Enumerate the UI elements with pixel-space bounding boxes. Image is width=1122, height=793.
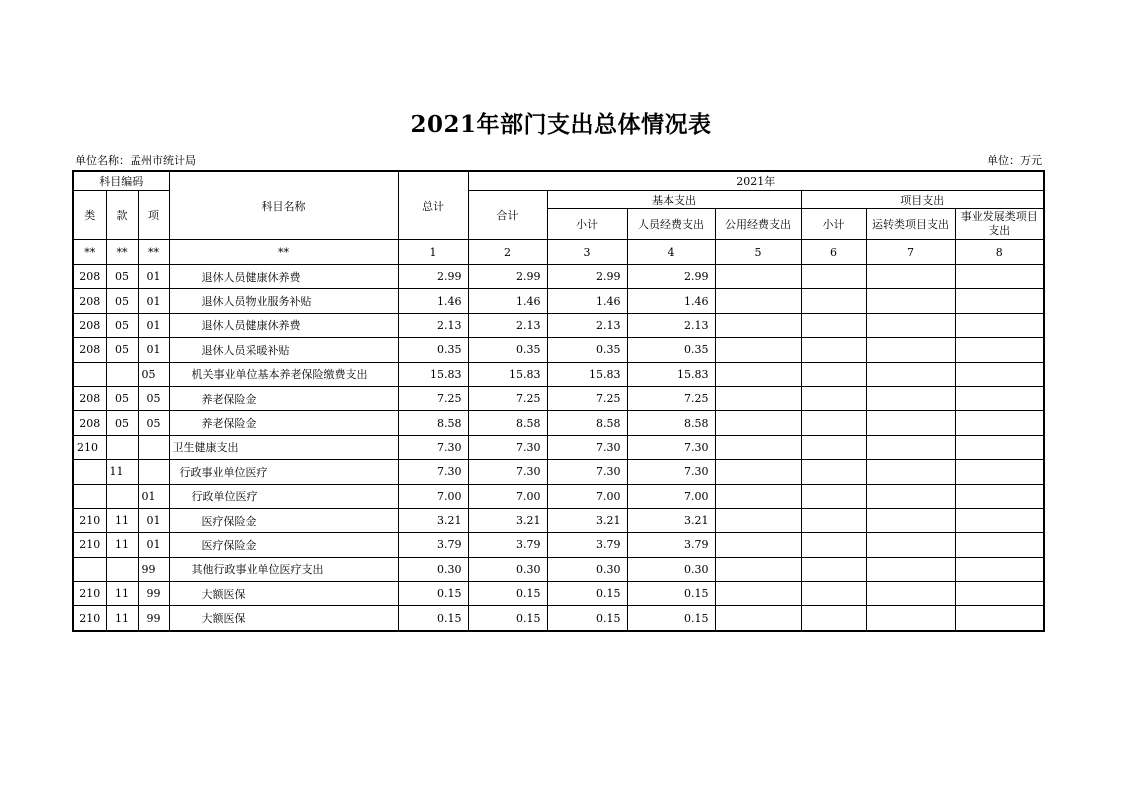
xiang-cell: 05: [138, 362, 169, 386]
development-cell: [955, 582, 1044, 606]
kuan-cell: 11: [106, 582, 138, 606]
public-cell: [715, 313, 801, 337]
operating-cell: [866, 557, 955, 581]
kuan-cell: [106, 557, 138, 581]
project-subtotal-cell: [801, 265, 866, 289]
sum-cell: 0.15: [468, 606, 547, 631]
lei-cell: 208: [73, 338, 106, 362]
index-cell: 3: [547, 240, 627, 265]
lei-cell: [73, 484, 106, 508]
header-xiang: 项: [138, 191, 169, 240]
unit-name-label: 单位名称：孟州市统计局: [75, 154, 196, 167]
personnel-cell: 3.79: [627, 533, 715, 557]
table-row: [73, 386, 1044, 410]
basic-subtotal-cell: 7.30: [547, 435, 627, 459]
index-cell: 4: [627, 240, 715, 265]
basic-subtotal-cell: 0.15: [547, 582, 627, 606]
operating-cell: [866, 533, 955, 557]
table-row: [73, 411, 1044, 435]
total-cell: 2.13: [398, 313, 468, 337]
project-subtotal-cell: [801, 435, 866, 459]
kuan-cell: 11: [106, 606, 138, 631]
xiang-cell: 05: [138, 411, 169, 435]
sum-cell: 2.99: [468, 265, 547, 289]
index-cell: **: [169, 240, 398, 265]
name-cell: 卫生健康支出: [169, 435, 398, 459]
basic-subtotal-cell: 7.30: [547, 460, 627, 484]
table-row: [73, 533, 1044, 557]
operating-cell: [866, 435, 955, 459]
development-cell: [955, 484, 1044, 508]
table-row: [73, 508, 1044, 532]
xiang-cell: 01: [138, 265, 169, 289]
project-subtotal-cell: [801, 338, 866, 362]
personnel-cell: 8.58: [627, 411, 715, 435]
table-row: [73, 484, 1044, 508]
name-cell: 行政事业单位医疗: [169, 460, 398, 484]
sum-cell: 0.30: [468, 557, 547, 581]
personnel-cell: 1.46: [627, 289, 715, 313]
personnel-cell: 3.21: [627, 508, 715, 532]
kuan-cell: 05: [106, 313, 138, 337]
header-year: 2021年: [468, 171, 1044, 191]
total-cell: 1.46: [398, 289, 468, 313]
sum-cell: 7.30: [468, 435, 547, 459]
name-cell: 大额医保: [169, 582, 398, 606]
personnel-cell: 2.99: [627, 265, 715, 289]
header-development: 事业发展类项目支出: [955, 209, 1044, 240]
lei-cell: [73, 557, 106, 581]
public-cell: [715, 460, 801, 484]
sum-cell: 0.15: [468, 582, 547, 606]
sum-cell: 7.00: [468, 484, 547, 508]
kuan-cell: 05: [106, 265, 138, 289]
personnel-cell: 0.30: [627, 557, 715, 581]
total-cell: 7.00: [398, 484, 468, 508]
sum-cell: 1.46: [468, 289, 547, 313]
basic-subtotal-cell: 1.46: [547, 289, 627, 313]
kuan-cell: 05: [106, 338, 138, 362]
index-cell: **: [73, 240, 106, 265]
name-cell: 退休人员物业服务补贴: [169, 289, 398, 313]
personnel-cell: 2.13: [627, 313, 715, 337]
project-subtotal-cell: [801, 484, 866, 508]
name-cell: 退休人员采暖补贴: [169, 338, 398, 362]
kuan-cell: [106, 435, 138, 459]
header-personnel: 人员经费支出: [627, 209, 715, 240]
public-cell: [715, 386, 801, 410]
operating-cell: [866, 362, 955, 386]
public-cell: [715, 582, 801, 606]
total-cell: 7.30: [398, 435, 468, 459]
table-row: [73, 606, 1044, 631]
lei-cell: 208: [73, 386, 106, 410]
kuan-cell: 05: [106, 411, 138, 435]
expenditure-table: [72, 170, 1045, 632]
total-cell: 0.35: [398, 338, 468, 362]
sum-cell: 8.58: [468, 411, 547, 435]
personnel-cell: 7.00: [627, 484, 715, 508]
table-row: [73, 362, 1044, 386]
header-lei: 类: [73, 191, 106, 240]
public-cell: [715, 484, 801, 508]
basic-subtotal-cell: 0.35: [547, 338, 627, 362]
development-cell: [955, 289, 1044, 313]
index-cell: 5: [715, 240, 801, 265]
project-subtotal-cell: [801, 289, 866, 313]
sum-cell: 0.35: [468, 338, 547, 362]
table-row: [73, 460, 1044, 484]
index-cell: 6: [801, 240, 866, 265]
development-cell: [955, 508, 1044, 532]
kuan-cell: 05: [106, 386, 138, 410]
basic-subtotal-cell: 3.79: [547, 533, 627, 557]
index-cell: 8: [955, 240, 1044, 265]
xiang-cell: 99: [138, 606, 169, 631]
header-code: 科目编码: [73, 171, 169, 191]
project-subtotal-cell: [801, 362, 866, 386]
table-row: [73, 338, 1044, 362]
lei-cell: 210: [73, 435, 106, 459]
public-cell: [715, 508, 801, 532]
total-cell: 7.30: [398, 460, 468, 484]
sum-cell: 2.13: [468, 313, 547, 337]
index-cell: 2: [468, 240, 547, 265]
xiang-cell: 01: [138, 508, 169, 532]
operating-cell: [866, 289, 955, 313]
project-subtotal-cell: [801, 460, 866, 484]
development-cell: [955, 533, 1044, 557]
table-row: [73, 289, 1044, 313]
total-cell: 3.21: [398, 508, 468, 532]
header-public: 公用经费支出: [715, 209, 801, 240]
development-cell: [955, 386, 1044, 410]
xiang-cell: [138, 435, 169, 459]
personnel-cell: 0.15: [627, 606, 715, 631]
sum-cell: 7.25: [468, 386, 547, 410]
name-cell: 行政单位医疗: [169, 484, 398, 508]
project-subtotal-cell: [801, 606, 866, 631]
development-cell: [955, 362, 1044, 386]
basic-subtotal-cell: 3.21: [547, 508, 627, 532]
lei-cell: 208: [73, 265, 106, 289]
header-total: 总计: [398, 171, 468, 240]
basic-subtotal-cell: 2.99: [547, 265, 627, 289]
project-subtotal-cell: [801, 557, 866, 581]
index-cell: 1: [398, 240, 468, 265]
basic-subtotal-cell: 2.13: [547, 313, 627, 337]
basic-subtotal-cell: 8.58: [547, 411, 627, 435]
total-cell: 0.15: [398, 606, 468, 631]
public-cell: [715, 533, 801, 557]
operating-cell: [866, 265, 955, 289]
development-cell: [955, 338, 1044, 362]
sum-cell: 3.21: [468, 508, 547, 532]
lei-cell: 208: [73, 289, 106, 313]
xiang-cell: 01: [138, 289, 169, 313]
project-subtotal-cell: [801, 313, 866, 337]
total-cell: 0.30: [398, 557, 468, 581]
xiang-cell: 05: [138, 386, 169, 410]
operating-cell: [866, 582, 955, 606]
public-cell: [715, 289, 801, 313]
name-cell: 养老保险金: [169, 411, 398, 435]
sum-cell: 15.83: [468, 362, 547, 386]
total-cell: 3.79: [398, 533, 468, 557]
personnel-cell: 7.30: [627, 460, 715, 484]
xiang-cell: 01: [138, 338, 169, 362]
operating-cell: [866, 313, 955, 337]
kuan-cell: 11: [106, 533, 138, 557]
sum-cell: 3.79: [468, 533, 547, 557]
development-cell: [955, 460, 1044, 484]
name-cell: 医疗保险金: [169, 533, 398, 557]
header-kuan: 款: [106, 191, 138, 240]
index-cell: **: [138, 240, 169, 265]
header-basic-subtotal: 小计: [547, 209, 627, 240]
table-row: [73, 265, 1044, 289]
lei-cell: [73, 362, 106, 386]
development-cell: [955, 265, 1044, 289]
public-cell: [715, 338, 801, 362]
operating-cell: [866, 338, 955, 362]
header-name: 科目名称: [169, 171, 398, 240]
name-cell: 机关事业单位基本养老保险缴费支出: [169, 362, 398, 386]
public-cell: [715, 606, 801, 631]
page-title: 2021年部门支出总体情况表: [410, 111, 712, 138]
lei-cell: [73, 460, 106, 484]
index-cell: 7: [866, 240, 955, 265]
header-sum: 合计: [468, 191, 547, 240]
personnel-cell: 7.30: [627, 435, 715, 459]
table-row: [73, 582, 1044, 606]
public-cell: [715, 411, 801, 435]
lei-cell: 210: [73, 508, 106, 532]
table-row: [73, 313, 1044, 337]
header-basic: 基本支出: [547, 191, 801, 209]
project-subtotal-cell: [801, 508, 866, 532]
header-operating: 运转类项目支出: [866, 209, 955, 240]
operating-cell: [866, 386, 955, 410]
development-cell: [955, 411, 1044, 435]
name-cell: 大额医保: [169, 606, 398, 631]
name-cell: 养老保险金: [169, 386, 398, 410]
kuan-cell: [106, 362, 138, 386]
project-subtotal-cell: [801, 386, 866, 410]
personnel-cell: 15.83: [627, 362, 715, 386]
basic-subtotal-cell: 7.00: [547, 484, 627, 508]
lei-cell: 210: [73, 533, 106, 557]
development-cell: [955, 557, 1044, 581]
basic-subtotal-cell: 7.25: [547, 386, 627, 410]
project-subtotal-cell: [801, 411, 866, 435]
operating-cell: [866, 508, 955, 532]
public-cell: [715, 435, 801, 459]
development-cell: [955, 435, 1044, 459]
xiang-cell: 01: [138, 484, 169, 508]
basic-subtotal-cell: 0.30: [547, 557, 627, 581]
table-row: [73, 435, 1044, 459]
name-cell: 退休人员健康休养费: [169, 265, 398, 289]
name-cell: 退休人员健康休养费: [169, 313, 398, 337]
xiang-cell: [138, 460, 169, 484]
xiang-cell: 99: [138, 582, 169, 606]
kuan-cell: [106, 484, 138, 508]
operating-cell: [866, 460, 955, 484]
sum-cell: 7.30: [468, 460, 547, 484]
lei-cell: 210: [73, 606, 106, 631]
table-row: [73, 557, 1044, 581]
operating-cell: [866, 484, 955, 508]
header-project: 项目支出: [801, 191, 1044, 209]
project-subtotal-cell: [801, 582, 866, 606]
development-cell: [955, 313, 1044, 337]
unit-label: 单位：万元: [987, 154, 1042, 167]
kuan-cell: 11: [106, 508, 138, 532]
basic-subtotal-cell: 0.15: [547, 606, 627, 631]
project-subtotal-cell: [801, 533, 866, 557]
index-row: [73, 240, 1044, 265]
name-cell: 医疗保险金: [169, 508, 398, 532]
total-cell: 0.15: [398, 582, 468, 606]
lei-cell: 210: [73, 582, 106, 606]
header-project-subtotal: 小计: [801, 209, 866, 240]
kuan-cell: 05: [106, 289, 138, 313]
lei-cell: 208: [73, 411, 106, 435]
operating-cell: [866, 606, 955, 631]
total-cell: 7.25: [398, 386, 468, 410]
development-cell: [955, 606, 1044, 631]
index-cell: **: [106, 240, 138, 265]
basic-subtotal-cell: 15.83: [547, 362, 627, 386]
personnel-cell: 7.25: [627, 386, 715, 410]
total-cell: 15.83: [398, 362, 468, 386]
public-cell: [715, 557, 801, 581]
personnel-cell: 0.15: [627, 582, 715, 606]
personnel-cell: 0.35: [627, 338, 715, 362]
kuan-cell: 11: [106, 460, 138, 484]
xiang-cell: 01: [138, 533, 169, 557]
total-cell: 8.58: [398, 411, 468, 435]
xiang-cell: 99: [138, 557, 169, 581]
operating-cell: [866, 411, 955, 435]
public-cell: [715, 265, 801, 289]
lei-cell: 208: [73, 313, 106, 337]
public-cell: [715, 362, 801, 386]
xiang-cell: 01: [138, 313, 169, 337]
name-cell: 其他行政事业单位医疗支出: [169, 557, 398, 581]
total-cell: 2.99: [398, 265, 468, 289]
